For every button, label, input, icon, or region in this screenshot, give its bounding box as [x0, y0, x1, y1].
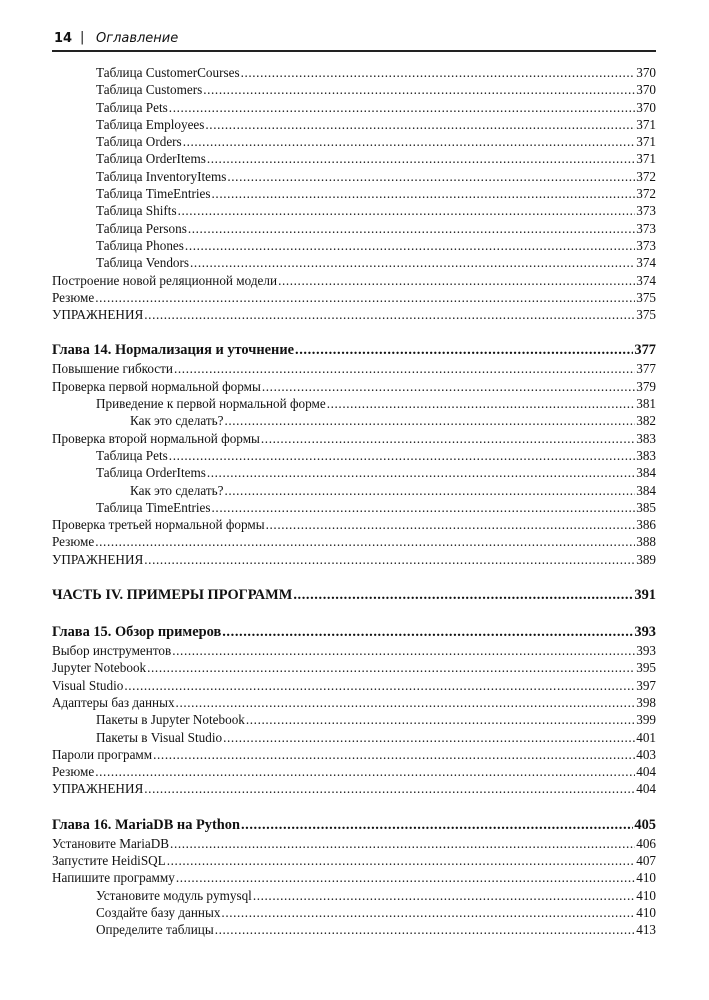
toc-entry-page: 410 — [636, 904, 656, 920]
toc-entry[interactable] — [52, 202, 656, 219]
table-of-contents — [52, 64, 656, 938]
toc-entry-page: 371 — [636, 116, 656, 132]
toc-entry-title: Таблица TimeEntries — [96, 186, 211, 202]
toc-entry[interactable] — [52, 887, 656, 904]
toc-entry-page: 384 — [636, 465, 656, 481]
toc-entry-page: 383 — [636, 430, 656, 446]
toc-entry[interactable] — [52, 642, 656, 659]
toc-entry-page: 370 — [636, 99, 656, 115]
toc-entry-page: 377 — [636, 361, 656, 377]
dot-leader — [205, 116, 635, 133]
toc-entry-page: 388 — [636, 534, 656, 550]
toc-entry[interactable] — [52, 869, 656, 886]
dot-leader — [221, 904, 635, 921]
toc-entry[interactable] — [52, 464, 656, 481]
dot-leader — [207, 464, 635, 481]
toc-entry-title: Построение новой реляционной модели — [52, 272, 278, 288]
dot-leader — [246, 711, 635, 728]
toc-entry-page: 401 — [636, 729, 656, 745]
toc-entry[interactable] — [52, 254, 656, 271]
toc-entry-title: Таблица Pets — [96, 447, 168, 463]
toc-heading[interactable] — [52, 816, 656, 835]
toc-entry-page: 395 — [636, 660, 656, 676]
toc-entry-title: Глава 15. Обзор примеров — [52, 624, 222, 641]
toc-entry-page: 370 — [636, 82, 656, 98]
toc-entry-page: 403 — [636, 746, 656, 762]
toc-entry[interactable] — [52, 533, 656, 550]
toc-entry-page: 404 — [636, 764, 656, 780]
toc-entry-page: 393 — [636, 643, 656, 659]
dot-leader — [178, 202, 636, 219]
dot-leader — [183, 133, 636, 150]
toc-entry[interactable] — [52, 237, 656, 254]
toc-entry-title: Таблица InventoryItems — [96, 168, 227, 184]
toc-entry[interactable] — [52, 499, 656, 516]
toc-entry-title: Таблица OrderItems — [96, 151, 206, 167]
toc-entry-page: 384 — [636, 482, 656, 498]
toc-entry-page: 381 — [636, 396, 656, 412]
toc-entry-page: 374 — [636, 272, 656, 288]
toc-entry[interactable] — [52, 852, 656, 869]
dot-leader — [262, 378, 635, 395]
toc-entry-title: Глава 14. Нормализация и уточнение — [52, 342, 295, 359]
toc-entry-page: 370 — [636, 65, 656, 80]
toc-entry-page: 399 — [636, 712, 656, 728]
toc-entry-page: 372 — [636, 186, 656, 202]
toc-entry-title: Определите таблицы — [96, 922, 214, 938]
dot-leader — [147, 659, 635, 676]
toc-entry-page: 386 — [636, 517, 656, 533]
toc-entry-title: Таблица CustomerCourses — [96, 65, 240, 80]
dot-leader — [215, 921, 636, 938]
toc-entry-title: Пароли программ — [52, 746, 153, 762]
toc-entry-title: Таблица Employees — [96, 116, 205, 132]
toc-entry-title: Глава 16. MariaDB на Python — [52, 816, 240, 833]
toc-entry-title: Таблица Pets — [96, 99, 168, 115]
toc-entry-page: 410 — [636, 870, 656, 886]
toc-entry-page: 404 — [636, 781, 656, 797]
toc-entry-page: 373 — [636, 237, 656, 253]
dot-leader — [144, 551, 635, 568]
toc-entry-title: Резюме — [52, 534, 95, 550]
toc-entry-page: 398 — [636, 694, 656, 710]
dot-leader — [167, 852, 635, 869]
toc-entry-page: 413 — [636, 922, 656, 938]
dot-leader — [224, 482, 635, 499]
toc-entry-page: 410 — [636, 887, 656, 903]
toc-entry-page: 373 — [636, 220, 656, 236]
toc-entry[interactable] — [52, 904, 656, 921]
toc-entry-page: 393 — [634, 624, 656, 641]
toc-entry[interactable] — [52, 780, 656, 797]
dot-leader — [190, 254, 635, 271]
dot-leader — [144, 780, 635, 797]
dot-leader — [266, 516, 636, 533]
toc-entry-title: Проверка первой нормальной формы — [52, 378, 261, 394]
toc-entry[interactable] — [52, 551, 656, 568]
toc-entry-page: 406 — [636, 835, 656, 851]
toc-entry-title: Резюме — [52, 764, 95, 780]
toc-entry-page: 379 — [636, 378, 656, 394]
toc-entry[interactable] — [52, 395, 656, 412]
toc-entry-page: 371 — [636, 151, 656, 167]
toc-entry-title: Проверка второй нормальной формы — [52, 430, 260, 446]
toc-entry[interactable] — [52, 99, 656, 116]
toc-entry[interactable] — [52, 677, 656, 694]
toc-entry[interactable] — [52, 516, 656, 533]
dot-leader — [241, 816, 633, 835]
toc-entry-page: 374 — [636, 255, 656, 271]
toc-entry-page: 373 — [636, 203, 656, 219]
toc-entry-page: 375 — [636, 289, 656, 305]
toc-entry[interactable] — [52, 81, 656, 98]
dot-leader — [95, 533, 635, 550]
toc-entry-page: 383 — [636, 447, 656, 463]
dot-leader — [172, 642, 635, 659]
dot-leader — [241, 64, 636, 81]
dot-leader — [207, 150, 635, 167]
dot-leader — [153, 746, 635, 763]
toc-heading[interactable] — [52, 623, 656, 642]
dot-leader — [174, 360, 635, 377]
toc-heading[interactable] — [52, 586, 656, 605]
toc-entry-title: Проверка третьей нормальной формы — [52, 517, 265, 533]
toc-entry[interactable] — [52, 746, 656, 763]
dot-leader — [170, 835, 635, 852]
toc-entry-title: ЧАСТЬ IV. ПРИМЕРЫ ПРОГРАММ — [52, 587, 293, 604]
toc-heading[interactable] — [52, 341, 656, 360]
toc-entry-title: Приведение к первой нормальной форме — [96, 396, 326, 412]
toc-entry-title: УПРАЖНЕНИЯ — [52, 551, 144, 567]
dot-leader — [124, 677, 635, 694]
dot-leader — [95, 289, 635, 306]
dot-leader — [176, 694, 636, 711]
toc-entry-page: 372 — [636, 168, 656, 184]
dot-leader — [327, 395, 635, 412]
toc-entry-page: 407 — [636, 852, 656, 868]
toc-entry-title: Как это сделать? — [130, 482, 224, 498]
dot-leader — [188, 220, 635, 237]
toc-entry-title: Как это сделать? — [130, 413, 224, 429]
toc-entry[interactable] — [52, 378, 656, 395]
toc-entry[interactable] — [52, 185, 656, 202]
toc-entry-title: Адаптеры баз данных — [52, 694, 175, 710]
dot-leader — [293, 586, 633, 605]
toc-entry-title: Создайте базу данных — [96, 904, 221, 920]
toc-entry[interactable] — [52, 306, 656, 323]
toc-entry[interactable] — [52, 133, 656, 150]
toc-entry-title: Таблица Orders — [96, 134, 182, 150]
dot-leader — [176, 869, 635, 886]
toc-entry-title: Пакеты в Jupyter Notebook — [96, 712, 245, 728]
toc-entry[interactable] — [52, 482, 656, 499]
toc-entry-title: Повышение гибкости — [52, 361, 173, 377]
toc-entry-title: Visual Studio — [52, 677, 124, 693]
toc-entry-title: Пакеты в Visual Studio — [96, 729, 223, 745]
dot-leader — [222, 623, 633, 642]
dot-leader — [212, 499, 636, 516]
toc-entry-page: 371 — [636, 134, 656, 150]
toc-entry-title: Выбор инструментов — [52, 643, 172, 659]
dot-leader — [144, 306, 635, 323]
toc-entry-title: Таблица Persons — [96, 220, 187, 236]
toc-entry-title: Установите MariaDB — [52, 835, 170, 851]
toc-entry[interactable] — [52, 711, 656, 728]
toc-entry[interactable] — [52, 729, 656, 746]
toc-entry[interactable] — [52, 921, 656, 938]
toc-entry[interactable] — [52, 763, 656, 780]
toc-entry-page: 389 — [636, 551, 656, 567]
toc-entry[interactable] — [52, 150, 656, 167]
toc-entry[interactable] — [52, 220, 656, 237]
toc-entry-page: 397 — [636, 677, 656, 693]
toc-entry[interactable] — [52, 289, 656, 306]
toc-entry[interactable] — [52, 659, 656, 676]
toc-entry[interactable] — [52, 168, 656, 185]
toc-entry-page: 382 — [636, 413, 656, 429]
toc-entry[interactable] — [52, 360, 656, 377]
toc-entry[interactable] — [52, 447, 656, 464]
dot-leader — [227, 168, 635, 185]
toc-entry[interactable] — [52, 272, 656, 289]
toc-entry-title: Таблица Customers — [96, 82, 203, 98]
toc-entry[interactable] — [52, 694, 656, 711]
toc-entry-title: Jupyter Notebook — [52, 660, 147, 676]
page-number: 14 — [54, 31, 73, 46]
dot-leader — [212, 185, 636, 202]
toc-entry[interactable] — [52, 412, 656, 429]
toc-entry-title: Таблица Vendors — [96, 255, 190, 271]
dot-leader — [261, 430, 635, 447]
dot-leader — [278, 272, 635, 289]
toc-entry-title: Установите модуль pymysql — [96, 887, 252, 903]
toc-entry-page: 375 — [636, 307, 656, 323]
toc-entry-title: УПРАЖНЕНИЯ — [52, 307, 144, 323]
dot-leader — [253, 887, 635, 904]
toc-entry[interactable] — [52, 835, 656, 852]
toc-entry-page: 405 — [634, 816, 656, 833]
toc-entry-title: Таблица Phones — [96, 237, 184, 253]
toc-entry[interactable] — [52, 430, 656, 447]
toc-entry-title: Напишите программу — [52, 870, 175, 886]
toc-entry-title: Запустите HeidiSQL — [52, 852, 166, 868]
dot-leader — [169, 99, 635, 116]
header-separator: | — [80, 30, 85, 45]
toc-entry-title: Таблица TimeEntries — [96, 499, 211, 515]
toc-entry-page: 377 — [634, 342, 656, 359]
toc-entry-page: 385 — [636, 499, 656, 515]
toc-entry-page: 391 — [634, 587, 656, 604]
section-title: Оглавление — [96, 31, 179, 46]
toc-entry-title: Резюме — [52, 289, 95, 305]
dot-leader — [295, 341, 633, 360]
dot-leader — [185, 237, 635, 254]
dot-leader — [95, 763, 635, 780]
toc-entry[interactable] — [52, 116, 656, 133]
toc-entry-title: УПРАЖНЕНИЯ — [52, 781, 144, 797]
dot-leader — [203, 81, 635, 98]
dot-leader — [223, 729, 635, 746]
dot-leader — [224, 412, 635, 429]
toc-entry[interactable] — [52, 64, 656, 81]
toc-entry-title: Таблица Shifts — [96, 203, 177, 219]
running-header — [52, 30, 656, 52]
toc-entry-title: Таблица OrderItems — [96, 465, 206, 481]
dot-leader — [169, 447, 635, 464]
